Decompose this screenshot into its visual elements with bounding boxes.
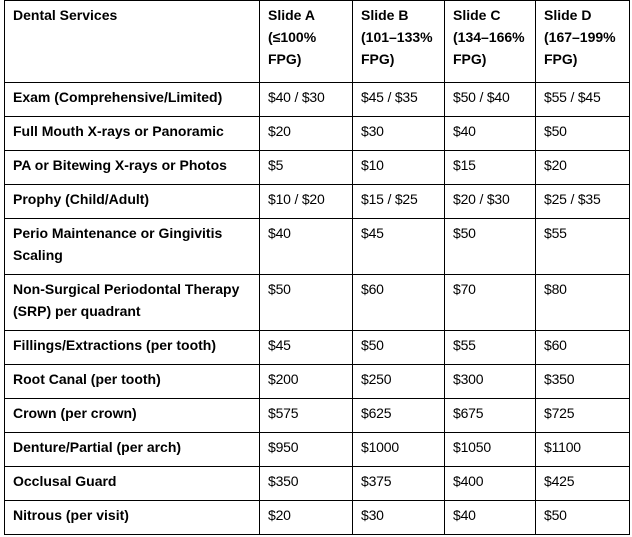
service-name: Full Mouth X-rays or Panoramic bbox=[5, 117, 260, 151]
price-slide-b: $625 bbox=[353, 399, 445, 433]
price-slide-a: $40 / $30 bbox=[260, 83, 353, 117]
price-slide-c: $50 bbox=[445, 219, 536, 275]
price-slide-b: $15 / $25 bbox=[353, 185, 445, 219]
header-slide-b bbox=[353, 1, 445, 83]
header-unit: FPG) bbox=[453, 51, 487, 67]
price-slide-c: $40 bbox=[445, 117, 536, 151]
table-row bbox=[5, 467, 630, 501]
header-unit: FPG) bbox=[268, 51, 302, 67]
header-unit: FPG) bbox=[361, 51, 395, 67]
header-title: Slide A bbox=[268, 7, 315, 23]
price-slide-c: $55 bbox=[445, 331, 536, 365]
price-slide-b: $45 bbox=[353, 219, 445, 275]
price-slide-b: $1000 bbox=[353, 433, 445, 467]
table-row bbox=[5, 83, 630, 117]
price-slide-d: $55 bbox=[536, 219, 630, 275]
service-name: Root Canal (per tooth) bbox=[5, 365, 260, 399]
price-slide-a: $575 bbox=[260, 399, 353, 433]
price-slide-d: $55 / $45 bbox=[536, 83, 630, 117]
price-slide-b: $60 bbox=[353, 275, 445, 331]
header-title: Slide B bbox=[361, 7, 409, 23]
price-slide-a: $40 bbox=[260, 219, 353, 275]
price-slide-c: $70 bbox=[445, 275, 536, 331]
header-title: Slide D bbox=[544, 7, 592, 23]
price-slide-a: $950 bbox=[260, 433, 353, 467]
price-slide-b: $10 bbox=[353, 151, 445, 185]
price-slide-c: $50 / $40 bbox=[445, 83, 536, 117]
price-slide-c: $675 bbox=[445, 399, 536, 433]
table-row bbox=[5, 365, 630, 399]
price-slide-c: $15 bbox=[445, 151, 536, 185]
service-name: PA or Bitewing X-rays or Photos bbox=[5, 151, 260, 185]
price-slide-b: $45 / $35 bbox=[353, 83, 445, 117]
price-slide-d: $50 bbox=[536, 117, 630, 151]
price-slide-c: $300 bbox=[445, 365, 536, 399]
header-label: Dental Services bbox=[13, 7, 118, 23]
table-row bbox=[5, 275, 630, 331]
table-row bbox=[5, 151, 630, 185]
table-row bbox=[5, 185, 630, 219]
table-row bbox=[5, 501, 630, 535]
header-unit: FPG) bbox=[544, 51, 578, 67]
price-slide-a: $20 bbox=[260, 117, 353, 151]
header-slide-a bbox=[260, 1, 353, 83]
price-slide-a: $20 bbox=[260, 501, 353, 535]
price-slide-b: $30 bbox=[353, 117, 445, 151]
price-slide-d: $80 bbox=[536, 275, 630, 331]
service-name: Denture/Partial (per arch) bbox=[5, 433, 260, 467]
price-slide-a: $5 bbox=[260, 151, 353, 185]
price-slide-c: $1050 bbox=[445, 433, 536, 467]
header-dental-services bbox=[5, 1, 260, 83]
header-range: (134–166% bbox=[453, 29, 525, 45]
header-range: (≤100% bbox=[268, 29, 317, 45]
price-slide-a: $200 bbox=[260, 365, 353, 399]
price-slide-d: $725 bbox=[536, 399, 630, 433]
header-range: (167–199% bbox=[544, 29, 616, 45]
header-title: Slide C bbox=[453, 7, 501, 23]
header-slide-d bbox=[536, 1, 630, 83]
price-slide-d: $1100 bbox=[536, 433, 630, 467]
service-name: Prophy (Child/Adult) bbox=[5, 185, 260, 219]
price-slide-a: $50 bbox=[260, 275, 353, 331]
price-slide-b: $30 bbox=[353, 501, 445, 535]
header-range: (101–133% bbox=[361, 29, 433, 45]
header-row bbox=[5, 1, 630, 83]
table-row bbox=[5, 433, 630, 467]
price-slide-c: $400 bbox=[445, 467, 536, 501]
service-name: Non-Surgical Periodontal Therapy (SRP) per quadrant bbox=[5, 275, 260, 331]
service-name: Nitrous (per visit) bbox=[5, 501, 260, 535]
price-slide-d: $25 / $35 bbox=[536, 185, 630, 219]
price-slide-c: $40 bbox=[445, 501, 536, 535]
price-slide-a: $10 / $20 bbox=[260, 185, 353, 219]
service-name: Exam (Comprehensive/Limited) bbox=[5, 83, 260, 117]
price-slide-b: $250 bbox=[353, 365, 445, 399]
table-row bbox=[5, 399, 630, 433]
table-row bbox=[5, 117, 630, 151]
service-name: Perio Maintenance or Gingivitis Scaling bbox=[5, 219, 260, 275]
price-slide-d: $20 bbox=[536, 151, 630, 185]
table-row bbox=[5, 219, 630, 275]
header-slide-c bbox=[445, 1, 536, 83]
service-name: Fillings/Extractions (per tooth) bbox=[5, 331, 260, 365]
price-slide-c: $20 / $30 bbox=[445, 185, 536, 219]
service-name: Crown (per crown) bbox=[5, 399, 260, 433]
price-slide-d: $60 bbox=[536, 331, 630, 365]
service-name: Occlusal Guard bbox=[5, 467, 260, 501]
table-row bbox=[5, 331, 630, 365]
price-slide-d: $350 bbox=[536, 365, 630, 399]
price-slide-b: $375 bbox=[353, 467, 445, 501]
price-slide-d: $50 bbox=[536, 501, 630, 535]
price-slide-a: $45 bbox=[260, 331, 353, 365]
dental-fee-table bbox=[4, 0, 630, 535]
price-slide-a: $350 bbox=[260, 467, 353, 501]
price-slide-d: $425 bbox=[536, 467, 630, 501]
price-slide-b: $50 bbox=[353, 331, 445, 365]
